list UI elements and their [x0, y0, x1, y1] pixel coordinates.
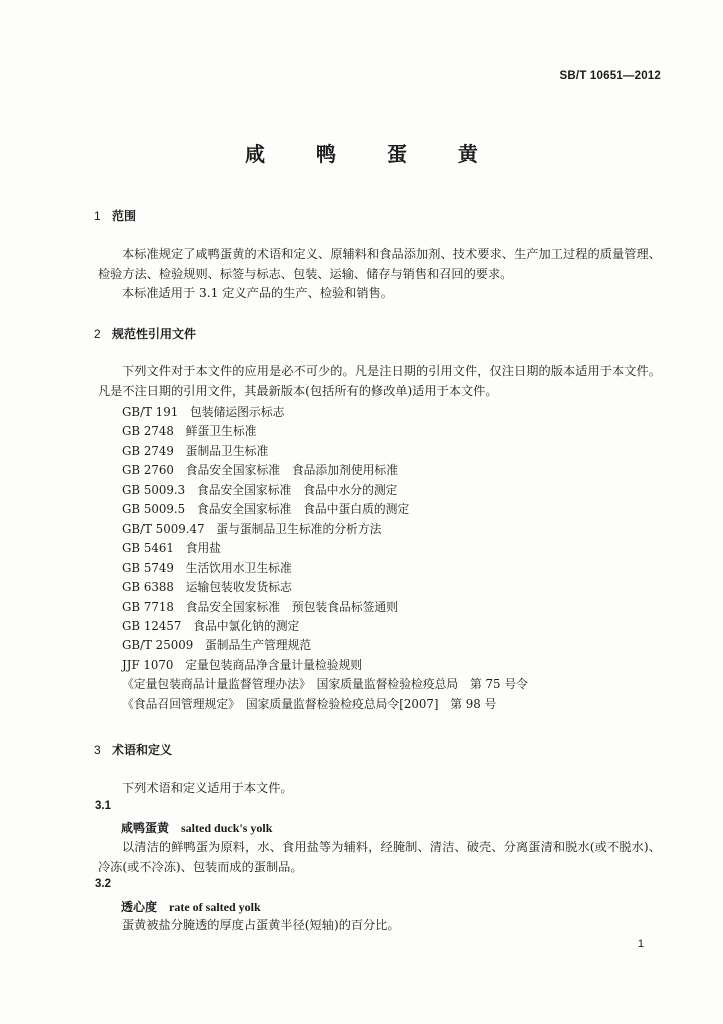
references-intro: 下列文件对于本文件的应用是必不可少的。凡是注日期的引用文件，仅注日期的版本适用于本文件。凡是不注日期的引用文件，其最新版本(包括所有的修改单)适用于本文件。: [98, 364, 661, 398]
reference-item: 《食品召回管理规定》 国家质量监督检验检疫总局令[2007] 第 98 号: [122, 696, 497, 711]
section-number: 3: [94, 743, 101, 757]
standard-code: SB/T 10651—2012: [559, 70, 661, 82]
section-heading-normative-references: [94, 325, 196, 342]
reference-item: GB 5009.3 食品安全国家标准 食品中水分的测定: [122, 482, 398, 497]
term-name-en: salted duck's yolk: [181, 821, 273, 835]
section-heading-scope: [94, 207, 136, 224]
term-number: 3.2: [95, 878, 111, 890]
reference-list: [122, 403, 528, 714]
term-name: [121, 819, 272, 836]
scope-paragraph-2: 本标准适用于 3.1 定义产品的生产、检验和销售。: [122, 286, 393, 300]
reference-item: 《定量包装商品计量监督管理办法》 国家质量监督检验检疫总局 第 75 号令: [122, 677, 528, 692]
section-number: 1: [94, 209, 101, 223]
reference-item: GB 6388 运输包装收发货标志: [122, 580, 292, 595]
term-name: [121, 898, 261, 915]
terms-intro: 下列术语和定义适用于本文件。: [122, 781, 293, 795]
reference-item: JJF 1070 定量包装商品净含量计量检验规则: [122, 657, 363, 672]
term-definition: 蛋黄被盐分腌透的厚度占蛋黄半径(短轴)的百分比。: [122, 918, 400, 932]
term-definition: 以清洁的鲜鸭蛋为原料，水、食用盐等为辅料，经腌制、清洁、破壳、分离蛋清和脱水(或不脱水)、冷冻(或不冷冻)、包装而成的蛋制品。: [98, 840, 661, 874]
reference-item: GB 5749 生活饮用水卫生标准: [122, 560, 292, 575]
term-name-en: rate of salted yolk: [169, 900, 261, 914]
section-title: 规范性引用文件: [112, 327, 197, 341]
reference-item: GB/T 5009.47 蛋与蛋制品卫生标准的分析方法: [122, 521, 382, 536]
term-name-zh: 透心度: [121, 900, 158, 914]
reference-item: GB/T 25009 蛋制品生产管理规范: [122, 638, 312, 653]
reference-item: GB 5461 食用盐: [122, 541, 222, 556]
page-number: 1: [637, 938, 644, 950]
section-title: 范围: [112, 209, 137, 223]
reference-item: GB 7718 食品安全国家标准 预包装食品标签通则: [122, 599, 399, 614]
term-name-zh: 咸鸭蛋黄: [121, 821, 170, 835]
section-title: 术语和定义: [112, 743, 173, 757]
reference-item: GB 12457 食品中氯化钠的测定: [122, 618, 300, 633]
reference-item: GB/T 191 包装储运图示标志: [122, 405, 285, 419]
term-number: 3.1: [95, 800, 111, 812]
reference-item: GB 2748 鲜蛋卫生标准: [122, 424, 257, 439]
section-heading-terms: [94, 741, 172, 758]
reference-item: GB 2760 食品安全国家标准 食品添加剂使用标准: [122, 463, 399, 478]
document-title: 咸 鸭 蛋 黄: [245, 142, 500, 166]
scope-paragraph-1: 本标准规定了咸鸭蛋黄的术语和定义、原辅料和食品添加剂、技术要求、生产加工过程的质量管理、检验方法、检验规则、标签与标志、包装、运输、储存与销售和召回的要求。: [98, 247, 661, 281]
reference-item: GB 5009.5 食品安全国家标准 食品中蛋白质的测定: [122, 502, 410, 517]
section-number: 2: [94, 327, 101, 341]
reference-item: GB 2749 蛋制品卫生标准: [122, 443, 269, 458]
